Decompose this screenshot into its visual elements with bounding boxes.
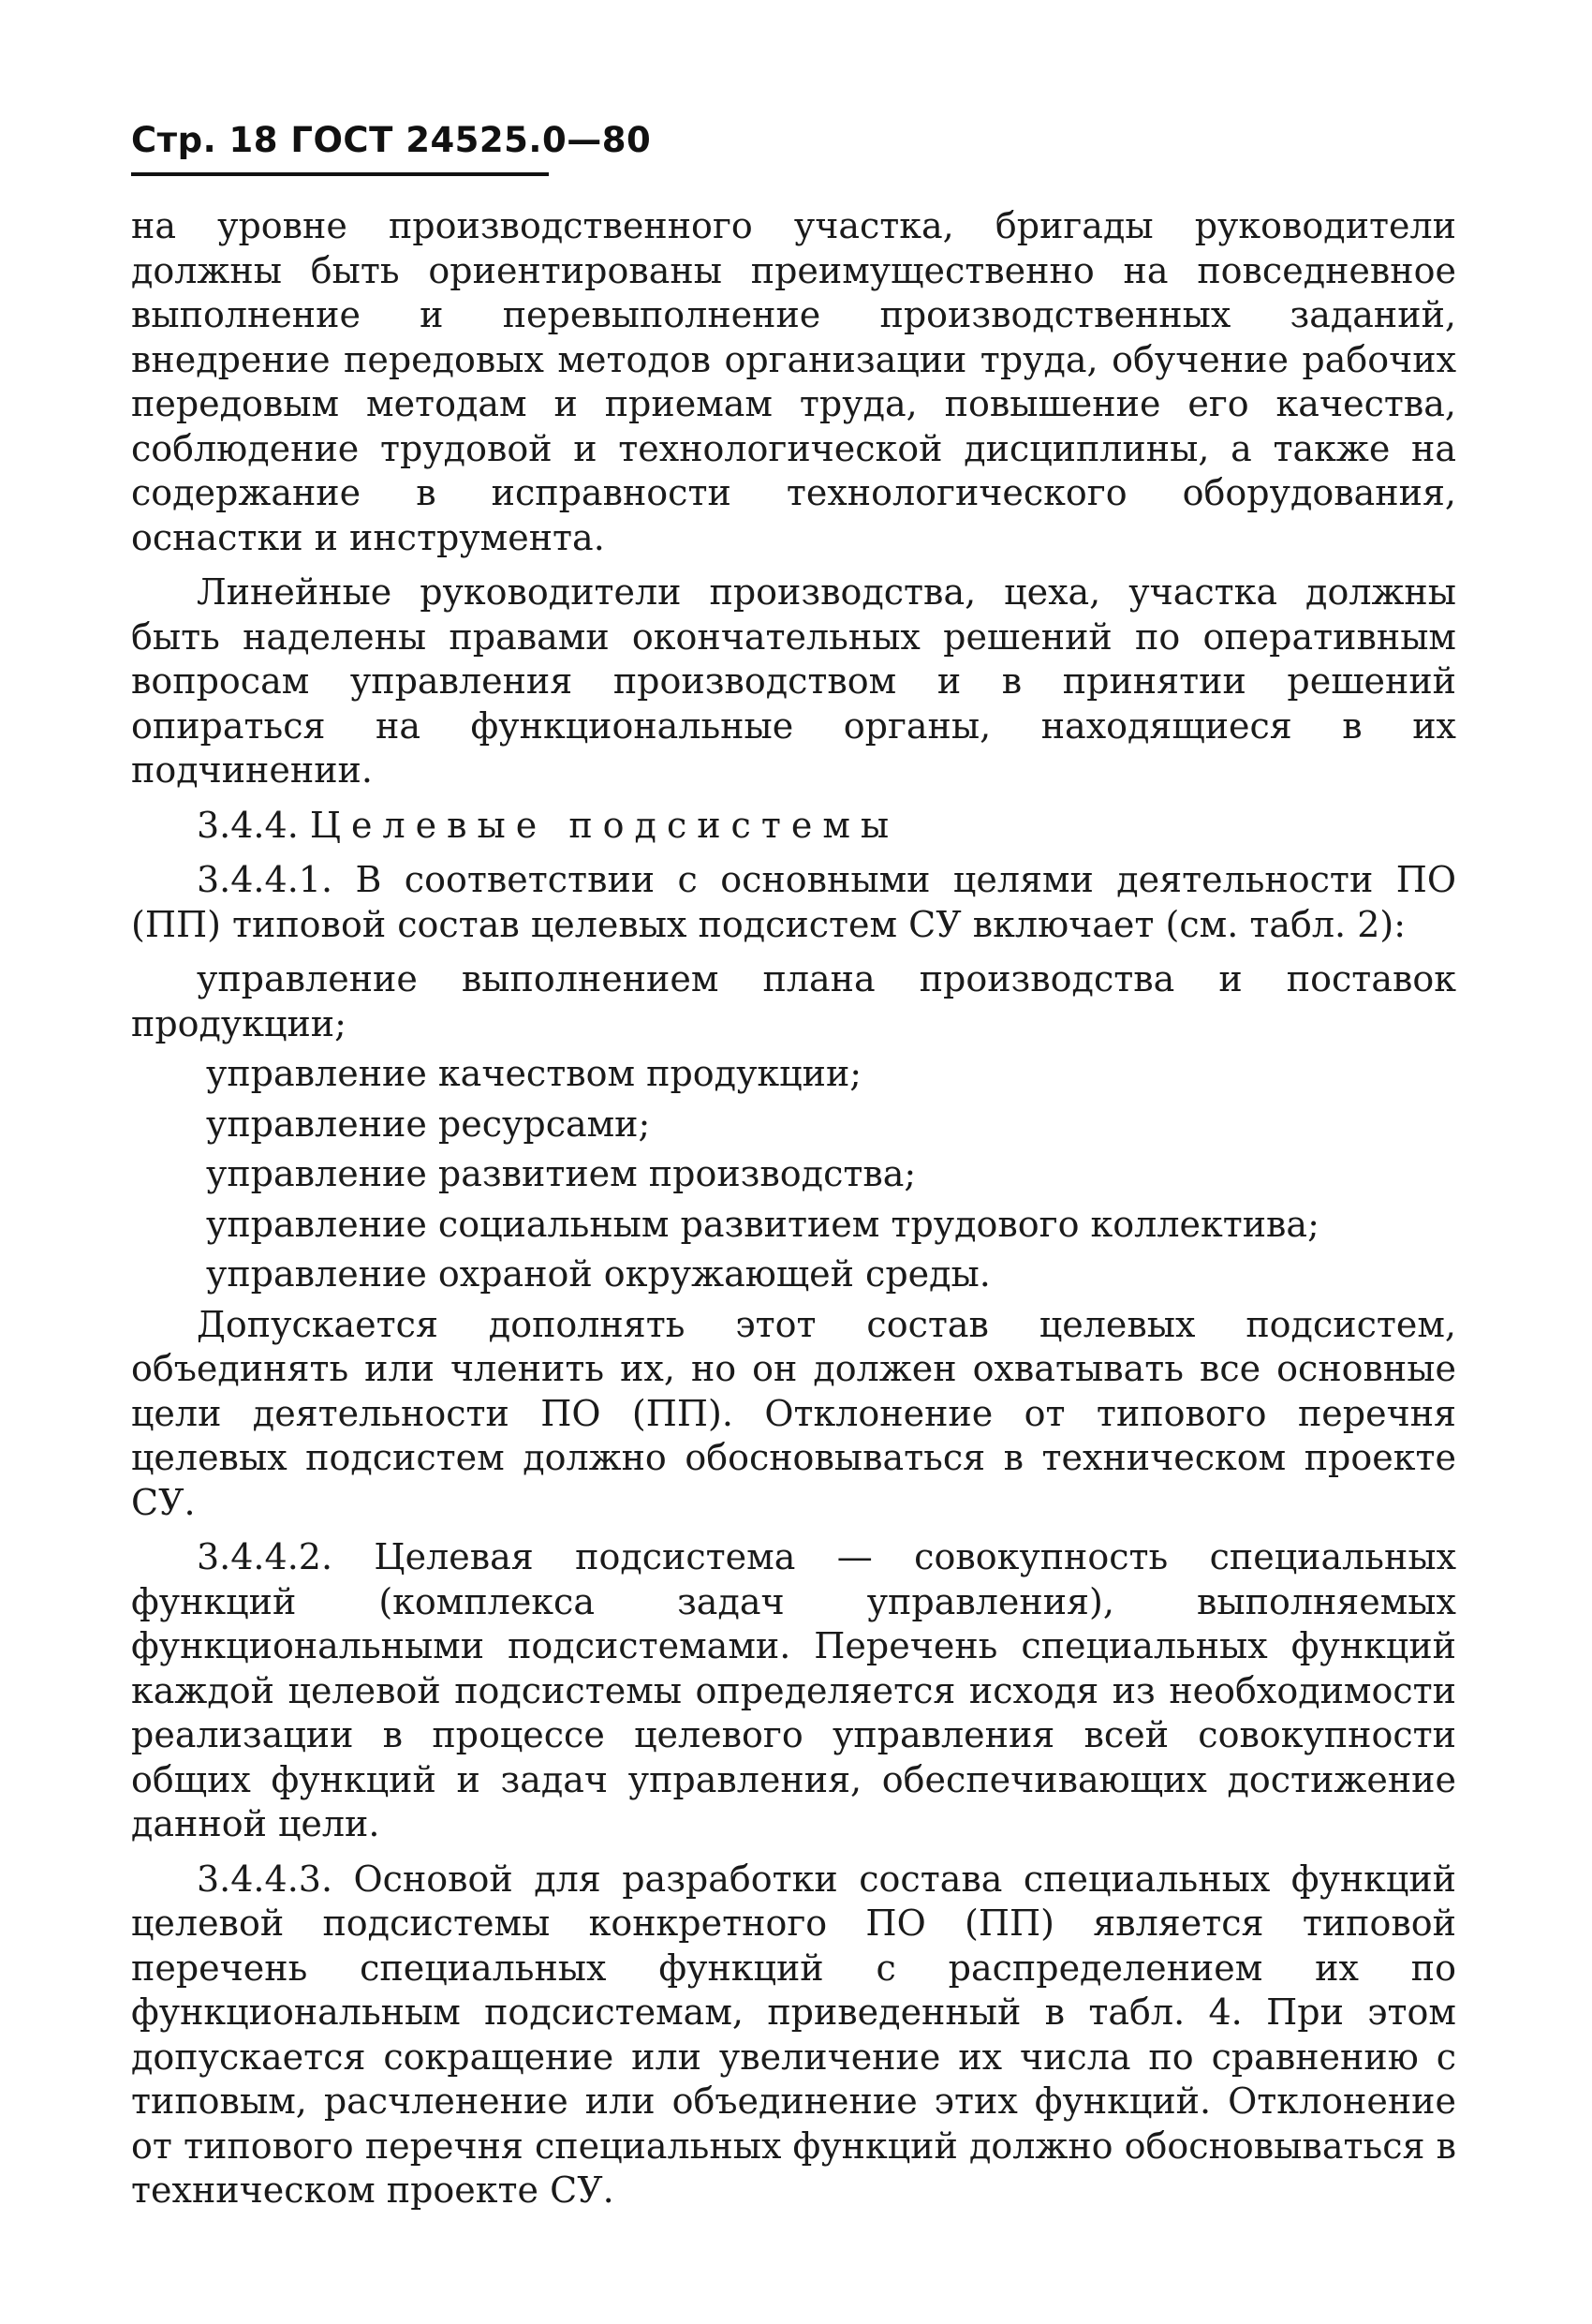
paragraph-3-4-4-2: 3.4.4.2. Целевая подсистема — совокупность специальных функций (комплекса задач управления), выполняемых функциональными подсистемами. Перечень специальных функций каждой целевой подсистемы определяется исходя из необходимости реализации в процессе целевого управления всей совокупности общих функций и задач управления, обеспечивающих достижение данной цели.	[131, 1536, 1456, 1844]
list-item: управление охраной окружающей среды.	[206, 1253, 991, 1295]
body-text	[131, 204, 1456, 2224]
section-number: 3.4.4.	[197, 804, 299, 846]
header-underline	[131, 172, 549, 176]
paragraph-allowed-changes: Допускается дополнять этот состав целевых подсистем, объединять или членить их, но он должен охватывать все основные цели деятельности ПО (ПП). Отклонение от типового перечня целевых подсистем должно обосновываться в техническом проекте СУ.	[131, 1303, 1456, 1523]
section-title: Целевые подсистемы	[309, 804, 900, 846]
list-item: управление социальным развитием трудового коллектива;	[206, 1203, 1319, 1245]
paragraph-3-4-4-3: 3.4.4.3. Основой для разработки состава специальных функций целевой подсистемы конкретного ПО (ПП) является типовой перечень специальных функций с распределением их по функциональным подсистемам, приведенный в табл. 4. При этом допускается сокращение или увеличение их числа по сравнению с типовым, расчленение или объединение этих функций. Отклонение от типового перечня специальных функций должно обосновываться в техническом проекте СУ.	[131, 1858, 1456, 2211]
paragraph-line-managers: Линейные руководители производства, цеха, участка должны быть наделены правами окончательных решений по оперативным вопросам управления производством и в принятии решений опираться на функциональные органы, находящиеся в их подчинении.	[131, 571, 1456, 791]
list-item: управление ресурсами;	[206, 1103, 651, 1145]
list-item: управление развитием производства;	[206, 1153, 917, 1194]
page-header: Стр. 18 ГОСТ 24525.0—80	[131, 120, 652, 160]
list-item: управление качеством продукции;	[206, 1053, 862, 1094]
section-heading	[131, 804, 1456, 849]
list-item: управление выполнением плана производства и поставок продукции;	[131, 958, 1456, 1044]
paragraph-continuation: на уровне производственного участка, бригады руководители должны быть ориентированы преимущественно на повседневное выполнение и перевыполнение производственных заданий, внедрение передовых методов организации труда, обучение рабочих передовым методам и приемам труда, повышение его качества, соблюдение трудовой и технологической дисциплины, а также на содержание в исправности технологического оборудования, оснастки и инструмента.	[131, 205, 1456, 558]
paragraph-3-4-4-1: 3.4.4.1. В соответствии с основными целями деятельности ПО (ПП) типовой состав целевых подсистем СУ включает (см. табл. 2):	[131, 859, 1456, 945]
